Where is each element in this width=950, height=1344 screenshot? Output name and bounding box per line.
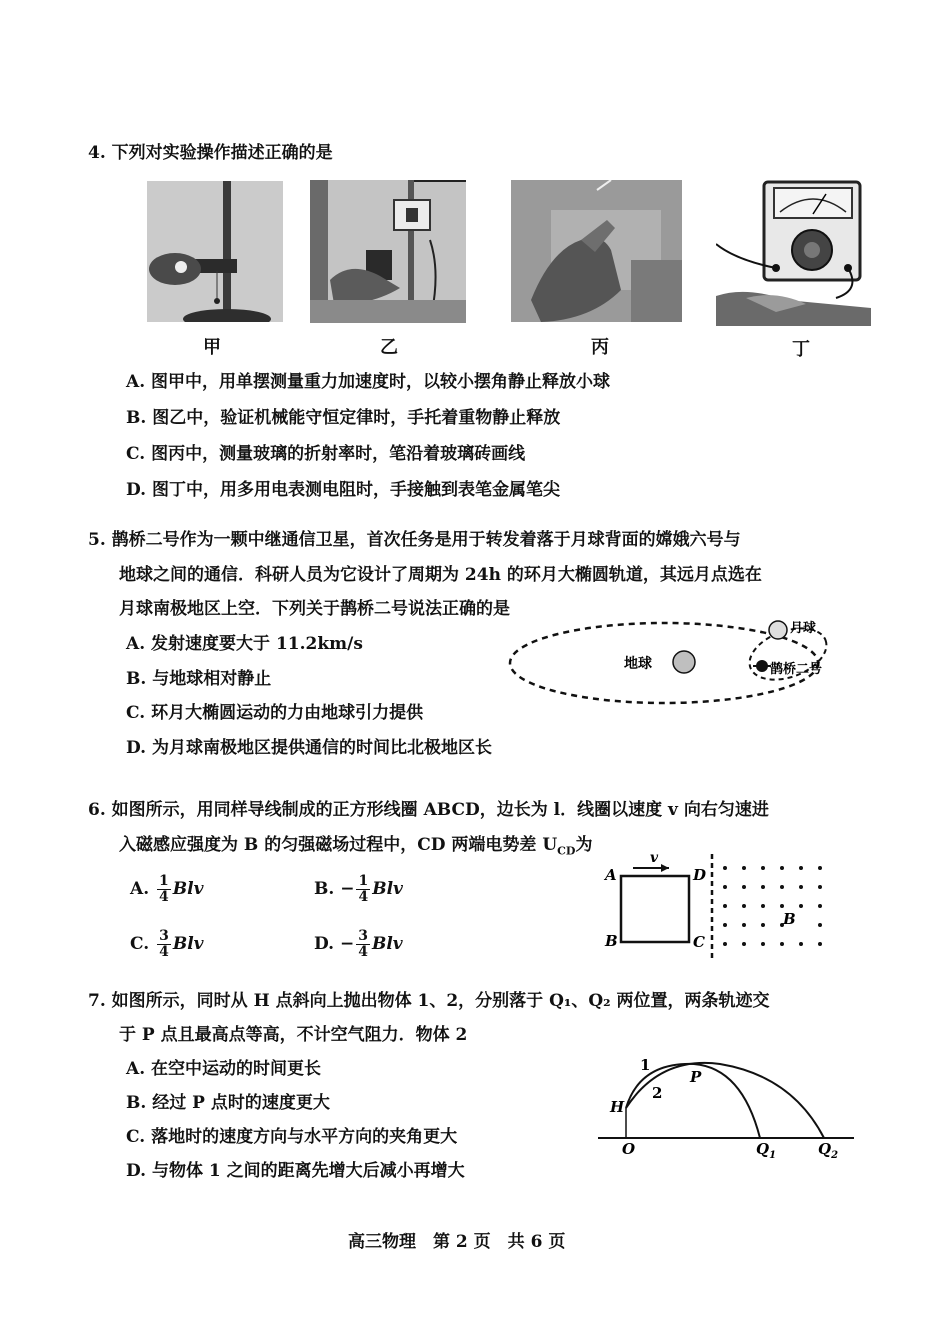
field-dot (742, 866, 746, 870)
field-dot (723, 866, 727, 870)
field-dot (742, 923, 746, 927)
moon-icon (769, 621, 787, 639)
q5-option-b[interactable] (126, 669, 271, 689)
q7-option-c[interactable] (126, 1127, 457, 1147)
field-dot (799, 866, 803, 870)
photo-ding (716, 180, 871, 326)
q6-stem-text-2: 入磁感应强度为 B 的匀强磁场过程中，CD 两端电势差 U (119, 835, 558, 855)
option-text: 图乙中，验证机械能守恒定律时，手托着重物静止释放 (152, 408, 561, 428)
option-text: 图甲中，用单摆测量重力加速度时，以较小摆角静止释放小球 (151, 372, 611, 392)
q6-coil-diagram (595, 850, 845, 965)
q5-stem-text-1: 鹊桥二号作为一颗中继通信卫星，首次任务是用于转发着落于月球背面的嫦娥六号与 (111, 530, 741, 550)
option-text: 图丙中，测量玻璃的折射率时，笔沿着玻璃砖画线 (151, 444, 526, 464)
label-o: O (622, 1140, 636, 1158)
label-field-b: B (783, 910, 796, 928)
option-sign: − (339, 934, 355, 954)
field-dot (818, 942, 822, 946)
lunar-orbit-ellipse (743, 619, 834, 690)
square-coil (621, 876, 689, 942)
option-tail: Blv (172, 934, 204, 954)
moon-label: 月球 (790, 621, 817, 636)
q6-stem-tail: 为 (575, 835, 593, 855)
option-label: B. (126, 408, 147, 428)
q6-stem-line-2 (119, 835, 592, 861)
q6-number: 6. (88, 800, 106, 820)
option-label: B. (126, 669, 147, 689)
label-h: H (610, 1098, 625, 1116)
field-dot (742, 942, 746, 946)
fraction: $\frac{1}{4}$ (358, 873, 369, 905)
option-label: D. (314, 934, 335, 954)
q7-trajectory-diagram (596, 1050, 858, 1165)
field-dot (761, 866, 765, 870)
label-v: v (650, 850, 659, 866)
field-dot (818, 866, 822, 870)
q7-option-a[interactable] (126, 1059, 321, 1079)
option-tail: Blv (172, 879, 204, 899)
option-label: A. (130, 879, 150, 899)
option-label: C. (126, 444, 146, 464)
field-dot (723, 923, 727, 927)
q7-stem-line-2: 于 P 点且最高点等高，不计空气阻力．物体 2 (119, 1025, 468, 1045)
field-dot (723, 885, 727, 889)
q7-option-d[interactable] (126, 1161, 465, 1181)
field-dot (761, 942, 765, 946)
option-tail: Blv (371, 934, 403, 954)
caption-ding: 丁 (792, 339, 810, 360)
option-text: 为月球南极地区提供通信的时间比北极地区长 (151, 738, 492, 758)
q7-option-b[interactable] (126, 1093, 330, 1113)
field-dot (780, 885, 784, 889)
photo-yi (310, 180, 466, 323)
magnetic-field-dots (723, 866, 822, 946)
caption-yi: 乙 (380, 337, 398, 358)
option-text: 与地球相对静止 (152, 669, 272, 689)
earth-icon (673, 651, 695, 673)
option-label: D. (126, 480, 147, 500)
q5-stem-line-3: 月球南极地区上空．下列关于鹊桥二号说法正确的是 (119, 599, 510, 619)
free-fall-apparatus-photo-icon (310, 180, 466, 323)
field-dot (818, 923, 822, 927)
field-dot (818, 885, 822, 889)
q5-orbit-diagram (506, 610, 846, 710)
label-a: A (605, 866, 617, 884)
label-p: P (690, 1068, 702, 1086)
q5-option-d[interactable] (126, 738, 492, 758)
caption-jia: 甲 (203, 337, 221, 358)
q6-stem-line-1 (88, 800, 769, 820)
q7-stem-text-1: 如图所示，同时从 H 点斜向上抛出物体 1、2，分别落于 Q₁、Q₂ 两位置，两条轨迹交 (111, 991, 770, 1011)
field-dot (742, 885, 746, 889)
option-sign: − (340, 879, 355, 899)
option-text: 图丁中，用多用电表测电阻时，手接触到表笔金属笔尖 (151, 480, 560, 500)
option-label: C. (130, 934, 150, 954)
q6-option-a[interactable] (130, 874, 204, 905)
field-dot (761, 904, 765, 908)
option-label: C. (126, 1127, 146, 1147)
option-label: A. (126, 372, 146, 392)
field-dot (723, 904, 727, 908)
option-label: B. (126, 1093, 147, 1113)
q5-option-a[interactable] (126, 634, 363, 654)
q5-option-c[interactable] (126, 703, 423, 723)
option-label: D. (126, 1161, 147, 1181)
field-dot (780, 904, 784, 908)
q6-option-b[interactable] (314, 874, 403, 905)
q6-stem-text-1: 如图所示，用同样导线制成的正方形线圈 ABCD，边长为 l．线圈以速度 v 向右匀速进 (111, 800, 769, 820)
q5-stem-line-1 (88, 530, 741, 550)
label-one: 1 (640, 1056, 651, 1074)
q7-stem-line-1 (88, 991, 770, 1011)
q4-stem-text: 下列对实验操作描述正确的是 (111, 143, 333, 163)
q4-stem (88, 143, 333, 163)
field-dot (742, 904, 746, 908)
earth-label: 地球 (624, 656, 652, 672)
field-dot (761, 885, 765, 889)
q4-option-c[interactable] (126, 444, 525, 464)
field-dot (761, 923, 765, 927)
label-b: B (605, 932, 618, 950)
satellite-label: 鹊桥二号 (770, 662, 823, 677)
option-text: 与物体 1 之间的距离先增大后减小再增大 (151, 1161, 465, 1181)
option-text: 环月大椭圆运动的力由地球引力提供 (151, 703, 424, 723)
label-d: D (693, 866, 707, 884)
option-text: 经过 P 点时的速度更大 (152, 1093, 330, 1113)
option-label: C. (126, 703, 146, 723)
fraction: $\frac{3}{4}$ (159, 928, 169, 960)
q6-option-d[interactable] (314, 929, 403, 960)
option-text: 落地时的速度方向与水平方向的夹角更大 (151, 1127, 458, 1147)
field-dot (780, 942, 784, 946)
q4-option-d[interactable] (126, 480, 560, 500)
field-dot (799, 904, 803, 908)
option-label: A. (126, 1059, 146, 1079)
field-dot (799, 942, 803, 946)
label-c: C (693, 933, 705, 951)
velocity-arrowhead (661, 864, 669, 872)
fraction: $\frac{3}{4}$ (358, 928, 368, 960)
q5-stem-line-2: 地球之间的通信．科研人员为它设计了周期为 24h 的环月大椭圆轨道，其远月点选在 (119, 565, 762, 585)
field-dot (799, 885, 803, 889)
photo-bing (511, 180, 682, 322)
glass-refraction-photo-icon (511, 180, 682, 322)
multimeter-photo-icon (716, 180, 871, 326)
option-label: B. (314, 879, 335, 899)
field-dot (780, 866, 784, 870)
option-text: 在空中运动的时间更长 (151, 1059, 322, 1079)
q6-stem-subscript: CD (557, 844, 576, 858)
page-footer: 高三物理 第 2 页 共 6 页 (348, 1232, 566, 1252)
q4-option-a[interactable] (126, 372, 610, 392)
q5-number: 5. (88, 530, 106, 550)
photo-jia (147, 181, 283, 322)
q4-option-b[interactable] (126, 408, 560, 428)
label-q1: $Q_1$ (756, 1140, 777, 1161)
option-text: 发射速度要大于 11.2km/s (151, 634, 363, 654)
q6-option-c[interactable] (130, 929, 204, 960)
field-dot (723, 942, 727, 946)
option-label: D. (126, 738, 147, 758)
q7-number: 7. (88, 991, 106, 1011)
option-label: A. (126, 634, 146, 654)
field-dot (818, 904, 822, 908)
caption-bing: 丙 (591, 337, 609, 358)
label-q2: $Q_2$ (818, 1140, 839, 1161)
pendulum-photo-icon (147, 181, 283, 322)
fraction: $\frac{1}{4}$ (159, 873, 169, 905)
label-two: 2 (652, 1084, 663, 1102)
q4-number: 4. (88, 143, 106, 163)
option-tail: Blv (372, 879, 403, 899)
